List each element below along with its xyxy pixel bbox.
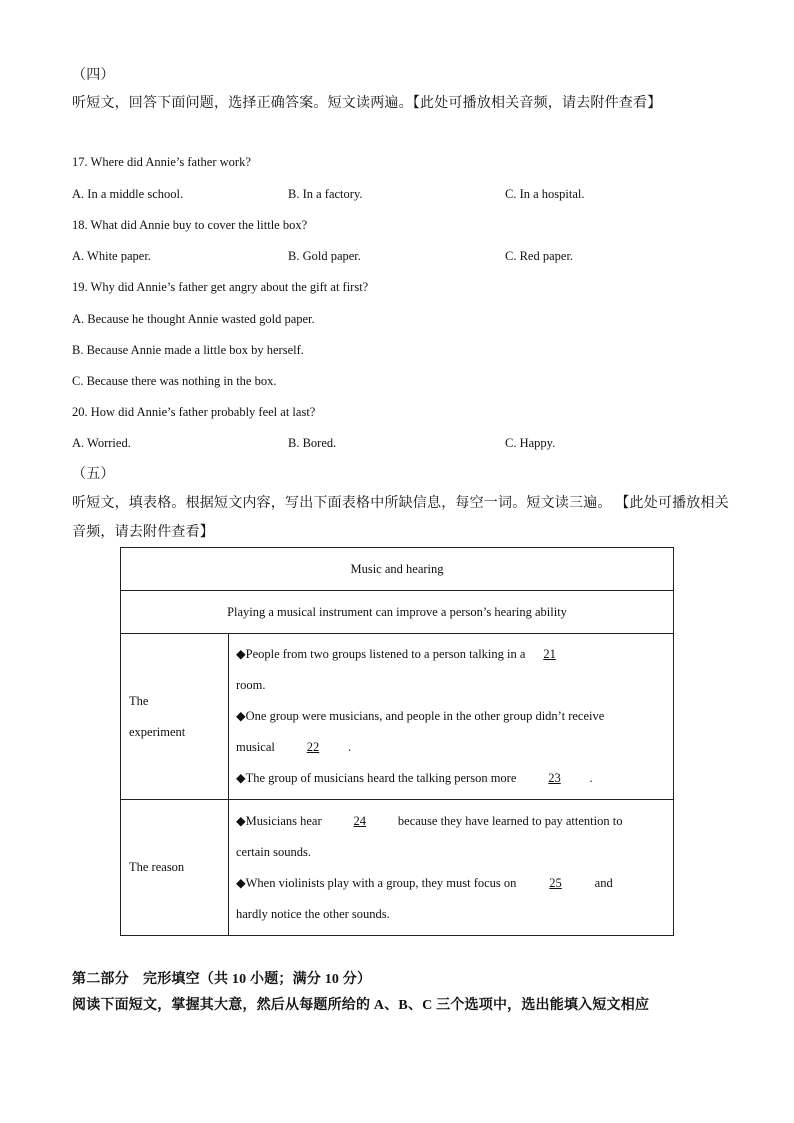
q20-option-c: C. Happy. [505,436,556,450]
reason-line3 [236,868,673,899]
experiment-line3: ◆One group were musicians, and people in the other group didn’t receive [236,709,605,723]
table-subtitle: Playing a musical instrument can improve a person’s hearing ability [121,591,674,634]
experiment-label-line1: The [129,693,149,708]
experiment-line4-text: musical [236,740,275,754]
blank-23[interactable]: 23 [548,771,561,785]
reason-line3-text: ◆When violinists play with a group, they must focus on [236,875,517,890]
blank-22[interactable]: 22 [306,740,320,754]
q19-option-b: B. Because Annie made a little box by herself. [72,343,304,357]
section5-instruction-line2: 音频，请去附件查看】 [72,525,214,540]
reason-line1-post: because they have learned to pay attention to [397,813,623,828]
blank-25[interactable]: 25 [549,875,562,890]
experiment-line4: musical 22 . [236,732,673,763]
experiment-line5: ◆The group of musicians heard the talking person more 23 . [236,763,673,794]
reason-line1-text: ◆Musicians hear [236,813,322,828]
table-title: Music and hearing [121,548,674,591]
experiment-content-cell [229,634,674,800]
blank-21[interactable]: 21 [543,647,556,661]
experiment-label-cell [121,634,229,800]
part2-heading: 第二部分 完形填空（共 10 小题；满分 10 分） [72,972,372,987]
q18-option-b: B. Gold paper. [288,249,361,263]
experiment-line5-text: ◆The group of musicians heard the talking person more [236,771,517,785]
reason-content-cell [229,800,674,936]
experiment-label-line2: experiment [129,724,186,739]
section5-title: （五） [72,467,115,482]
reason-line2: certain sounds. [236,844,311,859]
blank-24[interactable]: 24 [353,813,367,828]
question-20: 20. How did Annie’s father probably feel at last? [72,405,316,419]
section4-instruction: 听短文，回答下面问题，选择正确答案。短文读两遍。【此处可播放相关音频，请去附件查看】 [72,96,662,111]
q20-option-a: A. Worried. [72,436,131,450]
q18-option-a: A. White paper. [72,249,151,263]
reason-line4: hardly notice the other sounds. [236,906,390,921]
q17-option-b: B. In a factory. [288,187,363,201]
section5-instruction-line1: 听短文，填表格。根据短文内容，写出下面表格中所缺信息，每空一词。短文读三遍。 【此处可播放相关 [72,496,729,511]
question-19: 19. Why did Annie’s father get angry about the gift at first? [72,280,369,294]
q18-option-c: C. Red paper. [505,249,574,263]
q20-option-b: B. Bored. [288,436,337,450]
question-18: 18. What did Annie buy to cover the little box? [72,218,308,232]
q19-option-c: C. Because there was nothing in the box. [72,374,277,388]
experiment-line1-text: ◆People from two groups listened to a person talking in a [236,647,526,661]
music-hearing-table [120,547,674,936]
question-17: 17. Where did Annie’s father work? [72,155,251,169]
q17-option-c: C. In a hospital. [505,187,585,201]
reason-label-cell [121,800,229,936]
experiment-line2: room. [236,678,266,692]
reason-line1 [236,806,673,837]
section4-title: （四） [72,68,115,83]
q19-option-a: A. Because he thought Annie wasted gold paper. [72,312,315,326]
reason-label: The reason [129,860,185,874]
experiment-line1 [236,639,673,670]
reason-line3-post: and [594,875,613,890]
q17-option-a: A. In a middle school. [72,187,184,201]
part2-instruction: 阅读下面短文，掌握其大意，然后从每题所给的 A、B、C 三个选项中，选出能填入短文相应 [72,998,650,1013]
